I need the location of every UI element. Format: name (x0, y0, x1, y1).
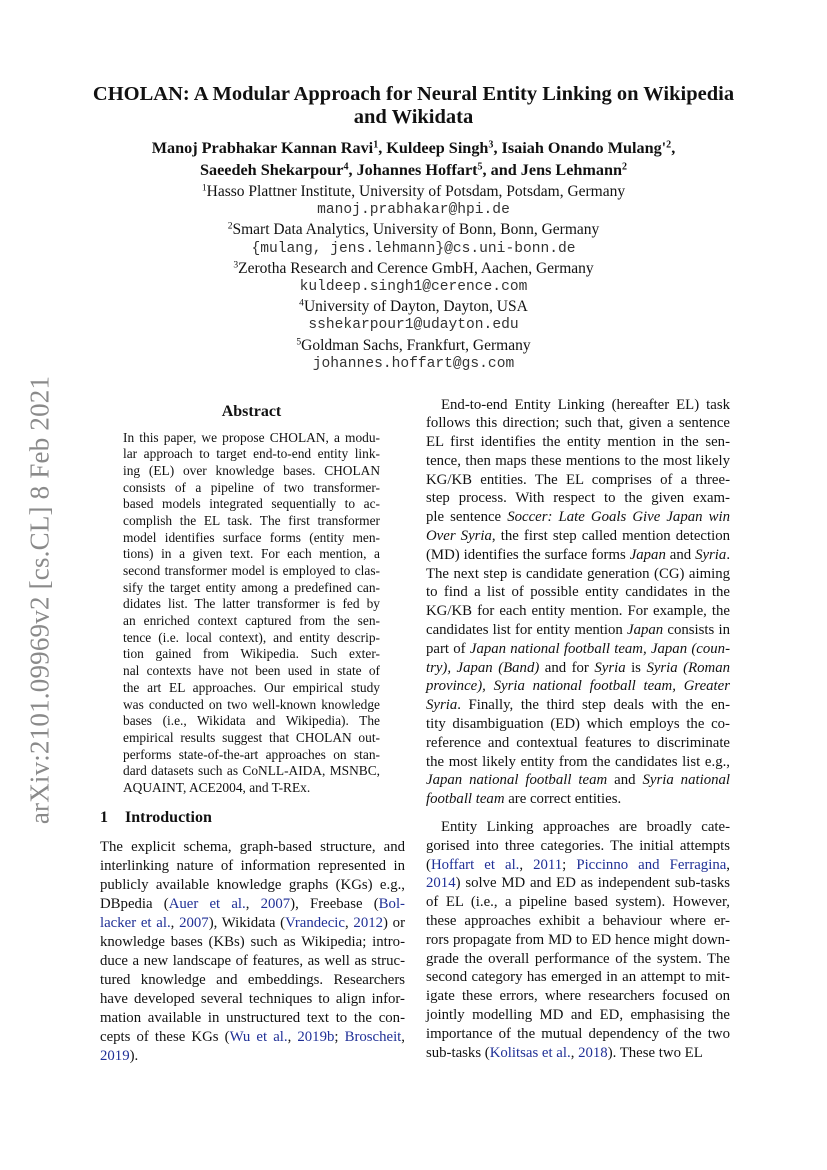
text-line (123, 513, 380, 530)
text-line (426, 818, 730, 837)
text-line (426, 837, 730, 856)
affiliation-number: 3 (233, 259, 239, 271)
italic-text: Syria (426, 697, 458, 714)
paragraph (426, 396, 730, 810)
text-run: are correct entities. (504, 791, 622, 808)
affiliation-marker: , Johannes Hoffart (348, 161, 478, 179)
text-line (426, 602, 730, 621)
text-line (426, 583, 730, 602)
text-line (426, 771, 730, 790)
text-run: , (344, 914, 354, 931)
paper-title (60, 83, 767, 129)
citation-link[interactable]: 2014 (426, 875, 456, 892)
text-line (100, 857, 405, 876)
italic-text: Soccer: Late Goals Give Japan win (507, 509, 730, 526)
text-line (426, 1025, 730, 1044)
text-line (100, 895, 405, 914)
citation-link[interactable]: Bol- (378, 895, 405, 912)
citation-link[interactable]: Vrandecic (285, 914, 345, 931)
text-line (123, 713, 380, 730)
text-line (426, 677, 730, 696)
author-list (60, 137, 767, 181)
text-run: publicly available knowledge graphs (KGs) e.g., (100, 876, 405, 893)
citation-link[interactable]: Kolitsas et al. (489, 1044, 571, 1061)
text-run: In this paper, we propose CHOLAN, a modu- (123, 429, 380, 445)
text-run: didates list. The latter transformer is fed by (123, 596, 380, 612)
author-line (60, 159, 767, 181)
text-line (426, 565, 730, 584)
text-run: the art EL approaches. Our empirical study (123, 679, 380, 695)
text-run: cepts of these KGs ( (100, 1028, 230, 1045)
text-run: reference and contextual features to discriminate (426, 734, 730, 751)
text-run: DBpedia ( (100, 895, 169, 912)
text-run: tion gained from Wikipedia. Such exter- (123, 646, 380, 662)
affiliation (60, 220, 767, 239)
text-line (123, 646, 380, 663)
text-run: tence (i.e. local context), and entity descrip- (123, 629, 380, 645)
text-run: , (245, 895, 261, 912)
text-run: ple sentence (426, 509, 508, 526)
text-run: ) solve MD and ED as independent sub-tasks (455, 875, 730, 892)
paragraph (100, 838, 405, 1066)
citation-link[interactable]: 2018 (578, 1044, 608, 1061)
text-line (100, 933, 405, 952)
text-run: KG/KB entities. The EL comprises of a three- (426, 471, 730, 488)
text-line (123, 480, 380, 497)
text-line (123, 630, 380, 647)
text-run: duce a new landscape of features, as well as struc- (100, 952, 405, 969)
text-run: consists of a pipeline of two transformer- (123, 479, 380, 495)
italic-text: Over Syria (426, 528, 492, 545)
affiliation (60, 182, 767, 201)
text-line (426, 696, 730, 715)
author-email[interactable]: {mulang, jens.lehmann}@cs.uni-bonn.de (251, 240, 576, 257)
affiliation-marker: , Kuldeep Singh (378, 139, 489, 157)
text-run: , (287, 1028, 298, 1045)
text-run: , (401, 1028, 405, 1045)
text-run: empirical results suggest that CHOLAN out- (123, 729, 380, 745)
text-run: grade the overall performance of the system. The (426, 950, 730, 967)
text-line (426, 640, 730, 659)
text-line (426, 659, 730, 678)
citation-link[interactable]: 2019 (100, 1047, 130, 1064)
text-run: tions) in a given text. For each mention, a (123, 546, 380, 562)
text-line (123, 596, 380, 613)
text-run: bases (i.e., Wikidata and Wikipedia). The (123, 713, 380, 729)
section-heading-introduction (100, 808, 212, 828)
text-line (100, 990, 405, 1009)
citation-link[interactable]: Broscheit (344, 1028, 402, 1045)
affiliation-marker: 2 (621, 161, 627, 173)
author-email[interactable]: johannes.hoffart@gs.com (312, 355, 515, 372)
text-line (426, 950, 730, 969)
italic-text: Japan (627, 622, 664, 639)
text-run: step process. With respect to the given exam- (426, 490, 730, 507)
paragraph (123, 430, 380, 797)
paragraph (426, 818, 730, 1062)
text-run: , (726, 856, 730, 873)
italic-text: Syria (695, 546, 727, 563)
text-line (100, 1009, 405, 1028)
citation-link[interactable]: Auer et al. (168, 895, 246, 912)
text-run: ( (426, 856, 431, 873)
italic-text: try), Japan (Band) (426, 659, 540, 676)
citation-link[interactable]: Hoffart et al. (430, 856, 520, 873)
text-line (426, 856, 730, 875)
affiliation-marker: 3 (488, 139, 494, 151)
text-run: . Finally, the third step deals with the en- (457, 697, 730, 714)
citation-link[interactable]: Piccinno and Ferragina (576, 856, 727, 873)
text-line (426, 1006, 730, 1025)
text-line (123, 763, 380, 780)
text-line (123, 780, 380, 797)
text-run: is (625, 659, 647, 676)
text-line (426, 790, 730, 809)
text-run: jointly modelling MD and ED, emphasising the (426, 1007, 730, 1023)
italic-text: Syria (594, 659, 626, 676)
text-line (100, 1047, 405, 1066)
text-run: ) or (383, 914, 405, 931)
text-line (426, 874, 730, 893)
citation-link[interactable]: 2007 (179, 914, 209, 931)
text-run: complish the EL task. The first transformer (123, 512, 380, 528)
text-line (100, 838, 405, 857)
italic-text: football team (426, 791, 505, 808)
text-run: based models integrated sequentially to ac- (123, 496, 380, 512)
text-run: ; (334, 1028, 345, 1045)
citation-link[interactable]: 2007 (260, 895, 291, 912)
citation-link[interactable]: 2011 (533, 856, 563, 873)
text-run: ), Wikidata ( (208, 914, 286, 931)
text-line (426, 968, 730, 987)
affiliation (60, 336, 767, 355)
author-line (60, 137, 767, 159)
text-run: candidates list for entity mention (426, 622, 628, 639)
affiliation-marker: , (671, 139, 676, 157)
text-run: tence, then maps these mentions to the most likely (426, 452, 730, 469)
text-run: The next step is candidate generation (CG) aiming (426, 565, 730, 582)
text-line (100, 971, 405, 990)
affiliation-number: 1 (201, 182, 207, 194)
citation-link[interactable]: lacker et al. (100, 914, 171, 931)
text-run: , (170, 914, 180, 931)
text-line (123, 496, 380, 513)
italic-text: Japan national football team (426, 772, 608, 789)
text-run: , (519, 856, 534, 873)
text-run: ing (EL) over knowledge bases. CHOLAN (123, 462, 380, 478)
text-run: rors propagate from MD to ED hence might down- (426, 931, 730, 948)
text-run: was conducted on two well-known knowledge (123, 696, 380, 712)
citation-link[interactable]: Wu et al. (229, 1028, 288, 1045)
affiliation-number: 5 (296, 336, 302, 348)
affiliation-number: 4 (299, 297, 304, 309)
affiliation-name: Hasso Plattner Institute, University of Potsdam, Potsdam, Germany (206, 183, 626, 200)
text-run: gorised into three categories. The initial attempts (426, 837, 730, 854)
text-line (426, 1044, 730, 1063)
text-run: and for (539, 659, 595, 676)
text-run: sify the target entity among a predefined can- (123, 579, 380, 595)
text-line (123, 563, 380, 580)
affiliation-marker: 1 (373, 139, 379, 151)
title-line: CHOLAN: A Modular Approach for Neural Entity Linking on Wikipedia (92, 83, 735, 105)
arxiv-identifier-stamp: arXiv:2101.09969v2 [cs.CL] 8 Feb 2021 (24, 375, 55, 825)
text-run: to find a list of possible entity candidates in the (426, 584, 730, 601)
text-run: ; (562, 856, 577, 873)
text-run: (MD) identifies the surface forms (426, 546, 630, 563)
text-run: End-to-end Entity Linking (hereafter EL) task (441, 396, 730, 413)
author-email[interactable]: manoj.prabhakar@hpi.de (317, 202, 510, 219)
section-title: Introduction (125, 809, 212, 826)
text-run: AQUAINT, ACE2004, and T-REx. (123, 779, 311, 795)
text-run: nal contexts have not been used in state of (123, 663, 380, 679)
text-run: follows this direction; such that, given a sentence (426, 415, 730, 432)
text-line (426, 527, 730, 546)
text-run: ). (129, 1047, 139, 1064)
text-line (426, 489, 730, 508)
italic-text: Syria (Roman (646, 659, 731, 676)
text-run: ). These two EL (607, 1044, 703, 1061)
text-line (426, 893, 730, 912)
italic-text: Japan national football team, Japan (coun- (469, 640, 730, 657)
text-line (426, 414, 730, 433)
affiliation (60, 297, 767, 316)
text-line (123, 680, 380, 697)
text-run: performs state-of-the-art approaches on stan- (123, 746, 380, 762)
text-run: tity disambiguation (ED) which employs the co- (426, 716, 730, 733)
text-run: , (570, 1044, 579, 1061)
text-line (426, 734, 730, 753)
text-line (426, 912, 730, 931)
text-line (426, 508, 730, 527)
text-run: dard datasets such as CoNLL-AIDA, MSNBC, (123, 763, 380, 779)
text-line (123, 580, 380, 597)
text-run: , the first step called mention detection (491, 528, 730, 545)
text-run: the most likely entity from the candidates list e.g., (426, 753, 730, 770)
text-run: igate these errors, where researchers focused on (426, 988, 730, 1005)
text-line (100, 1028, 405, 1047)
text-line (426, 433, 730, 452)
text-line (123, 747, 380, 764)
italic-text: Syria national (642, 772, 731, 789)
text-line (426, 715, 730, 734)
introduction-right-column (426, 396, 730, 1063)
text-run: have developed several techniques to align infor- (100, 990, 405, 1007)
text-line (100, 952, 405, 971)
affiliation-marker: Saeedeh Shekarpour (199, 161, 344, 179)
citation-link[interactable]: 2012 (353, 914, 384, 931)
title-line: and Wikidata (353, 106, 474, 128)
text-run: lar approach to target end-to-end entity link- (123, 446, 380, 462)
text-line (426, 546, 730, 565)
text-line (123, 430, 380, 447)
text-run: mation available in unstructured text to the con- (100, 1009, 405, 1026)
text-run: an enriched context captured from the sen- (123, 613, 380, 629)
text-run: model identifies surface forms (entity men- (123, 529, 380, 545)
citation-link[interactable]: 2019b (297, 1028, 335, 1045)
text-run: knowledge bases (KBs) such as Wikipedia; intro- (100, 933, 405, 950)
text-run: and (607, 772, 643, 789)
text-run: second category has emerged in an attempt to mit- (426, 969, 730, 986)
text-line (426, 987, 730, 1006)
affiliation-marker: 4 (343, 161, 349, 173)
text-run: consists in (663, 622, 730, 639)
text-run: Entity Linking approaches are broadly cate- (441, 819, 730, 836)
author-email[interactable]: kuldeep.singh1@cerence.com (299, 279, 528, 296)
affiliation-number: 2 (227, 221, 233, 233)
text-run: tured knowledge and embeddings. Researchers (100, 971, 405, 988)
text-line (426, 452, 730, 471)
text-line (123, 446, 380, 463)
text-run: of EL (i.e., a pipeline based system). However, (426, 894, 730, 911)
text-line (100, 876, 405, 895)
text-run: interlinking nature of information represented in (100, 857, 405, 874)
affiliation-marker: Manoj Prabhakar Kannan Ravi (151, 139, 374, 157)
affiliation-name: Smart Data Analytics, University of Bonn, Bonn, Germany (232, 221, 600, 239)
text-line (123, 663, 380, 680)
abstract-heading: Abstract (221, 403, 282, 420)
italic-text: Japan (629, 546, 666, 563)
text-line (123, 697, 380, 714)
affiliation (60, 259, 767, 278)
introduction-left-column (100, 838, 405, 1066)
affiliation-name: Zerotha Research and Cerence GmbH, Aachen, Germany (238, 259, 594, 277)
text-run: EL first identifies the entity mention in the sen- (426, 434, 730, 451)
text-line (426, 931, 730, 950)
italic-text: province), Syria national football team, Greater (426, 678, 730, 695)
text-line (100, 914, 405, 933)
affiliation-name: University of Dayton, Dayton, USA (303, 298, 528, 316)
affiliation-marker: 5 (477, 161, 483, 173)
text-line (426, 753, 730, 772)
text-line (426, 621, 730, 640)
author-email[interactable]: sshekarpour1@udayton.edu (308, 317, 519, 334)
text-run: second transformer model is employed to clas- (123, 563, 380, 578)
abstract-body (123, 430, 380, 797)
text-run: ), Freebase ( (290, 895, 379, 912)
text-line (426, 396, 730, 415)
text-run: . (726, 546, 731, 563)
text-line (123, 613, 380, 630)
text-run: these approaches exhibit a behaviour where er- (426, 913, 730, 930)
text-run: KG/KB for each entity mention. For example, the (426, 603, 730, 620)
text-line (426, 471, 730, 490)
text-line (123, 530, 380, 547)
text-run: and (665, 546, 696, 563)
text-run: part of (426, 640, 470, 657)
affiliation-marker: , and Jens Lehmann (482, 161, 622, 179)
text-run: sub-tasks ( (426, 1044, 490, 1061)
affiliations (60, 182, 767, 374)
text-line (123, 546, 380, 563)
affiliation-marker: , Isaiah Onando Mulang' (493, 139, 667, 157)
affiliation-marker: 2 (666, 139, 672, 151)
affiliation-name: Goldman Sachs, Frankfurt, Germany (301, 336, 531, 354)
text-line (123, 463, 380, 480)
text-run: importance of the mutual dependency of the two (426, 1025, 730, 1042)
section-number: 1 (100, 809, 108, 826)
text-line (123, 730, 380, 747)
text-run: The explicit schema, graph-based structure, and (100, 838, 405, 855)
